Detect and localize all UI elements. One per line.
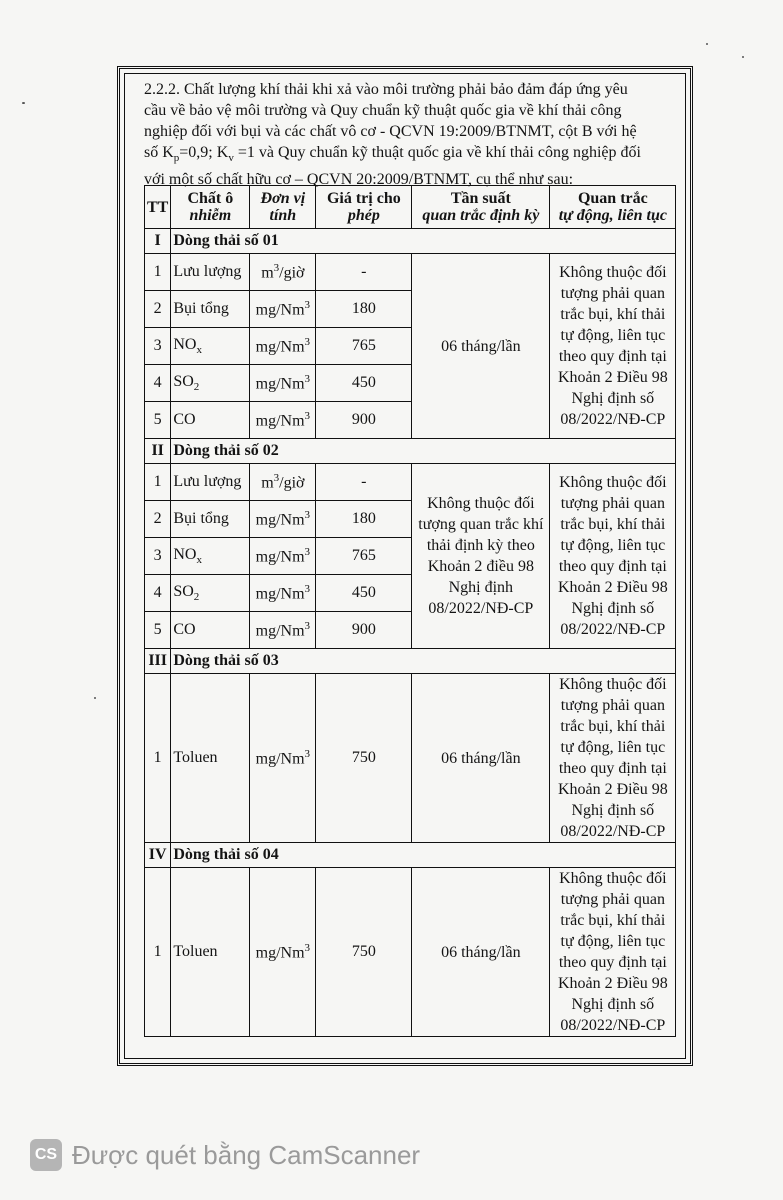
section-title: Dòng thải số 01 xyxy=(171,229,676,254)
camscanner-logo-icon: CS xyxy=(30,1139,62,1171)
limit-value: 450 xyxy=(316,575,412,612)
unit-cell: mg/Nm$^3$ xyxy=(250,612,316,649)
section-number: III xyxy=(145,649,171,674)
pollutant-name: CO xyxy=(171,402,250,439)
section-number: IV xyxy=(145,843,171,868)
limit-value: 450 xyxy=(316,365,412,402)
intro-paragraph xyxy=(144,79,684,190)
header-limit: Giá trị cho phép xyxy=(316,186,412,229)
limit-value: 765 xyxy=(316,538,412,575)
row-number: 4 xyxy=(145,575,171,612)
row-number: 3 xyxy=(145,538,171,575)
section-row xyxy=(145,649,676,674)
auto-monitoring-cell: Không thuộc đối tượng phải quan trắc bụi, khí thải tự động, liên tục theo quy định tại Khoản 2 Điều 98 Nghị định số 08/2022/NĐ-CP xyxy=(550,868,676,1037)
limit-value: 900 xyxy=(316,402,412,439)
pollutant-name: Bụi tổng xyxy=(171,291,250,328)
auto-monitoring-cell: Không thuộc đối tượng phải quan trắc bụi, khí thải tự động, liên tục theo quy định tại Khoản 2 Điều 98 Nghị định số 08/2022/NĐ-CP xyxy=(550,674,676,843)
pollutant-name: $NO_x$ xyxy=(171,538,250,575)
intro-line: cầu về bảo vệ môi trường và Quy chuẩn kỹ thuật quốc gia về khí thải công xyxy=(144,102,622,119)
limit-value: 750 xyxy=(316,868,412,1037)
section-title: Dòng thải số 04 xyxy=(171,843,676,868)
intro-line: nghiệp đối với bụi và các chất vô cơ - QCVN 19:2009/BTNMT, cột B với hệ xyxy=(144,123,637,140)
pollutant-name: Bụi tổng xyxy=(171,501,250,538)
header-tt: TT xyxy=(145,186,171,229)
unit-cell: mg/Nm$^3$ xyxy=(250,402,316,439)
scan-speck xyxy=(742,56,744,58)
unit-cell: mg/Nm$^3$ xyxy=(250,674,316,843)
header-unit: Đơn vị tính xyxy=(250,186,316,229)
pollutant-name: $NO_x$ xyxy=(171,328,250,365)
pollutant-name: CO xyxy=(171,612,250,649)
unit-cell: $m^3$/giờ xyxy=(250,254,316,291)
intro-line: với một số chất hữu cơ – QCVN 20:2009/BTNMT, cụ thể như sau: xyxy=(144,171,574,189)
unit-cell: $m^3$/giờ xyxy=(250,464,316,501)
auto-monitoring-cell: Không thuộc đối tượng phải quan trắc bụi, khí thải tự động, liên tục theo quy định tại Khoản 2 Điều 98 Nghị định số 08/2022/NĐ-CP xyxy=(550,464,676,649)
frequency-cell: 06 tháng/lần xyxy=(412,254,550,439)
unit-cell: mg/Nm$^3$ xyxy=(250,575,316,612)
section-row xyxy=(145,229,676,254)
row-number: 5 xyxy=(145,402,171,439)
pollutant-name: Toluen xyxy=(171,868,250,1037)
unit-cell: mg/Nm$^3$ xyxy=(250,291,316,328)
section-title: Dòng thải số 03 xyxy=(171,649,676,674)
camscanner-watermark xyxy=(30,1137,420,1173)
auto-monitoring-cell: Không thuộc đối tượng phải quan trắc bụi, khí thải tự động, liên tục theo quy định tại Khoản 2 Điều 98 Nghị định số 08/2022/NĐ-CP xyxy=(550,254,676,439)
intro-line: số $K_p=0,9$; $K_v =1$ và Quy chuẩn kỹ thuật quốc gia về khí thải công nghiệp đối xyxy=(144,144,641,165)
limit-value: 900 xyxy=(316,612,412,649)
header-pollutant: Chất ô nhiễm xyxy=(171,186,250,229)
watermark-text: Được quét bằng CamScanner xyxy=(72,1139,421,1170)
limit-value: 750 xyxy=(316,674,412,843)
row-number: 2 xyxy=(145,291,171,328)
section-number: I xyxy=(145,229,171,254)
table-row xyxy=(145,674,676,843)
pollutant-name: Lưu lượng xyxy=(171,254,250,291)
row-number: 1 xyxy=(145,464,171,501)
section-title: Dòng thải số 02 xyxy=(171,439,676,464)
row-number: 1 xyxy=(145,868,171,1037)
limit-value: 180 xyxy=(316,501,412,538)
limit-value: 765 xyxy=(316,328,412,365)
row-number: 2 xyxy=(145,501,171,538)
unit-cell: mg/Nm$^3$ xyxy=(250,868,316,1037)
unit-cell: mg/Nm$^3$ xyxy=(250,328,316,365)
pollutant-name: Toluen xyxy=(171,674,250,843)
scan-speck xyxy=(706,43,708,45)
table-row xyxy=(145,254,676,291)
table-header-row xyxy=(145,186,676,229)
frequency-cell: 06 tháng/lần xyxy=(412,868,550,1037)
row-number: 4 xyxy=(145,365,171,402)
row-number: 3 xyxy=(145,328,171,365)
emission-limits-table xyxy=(144,185,676,1037)
section-row xyxy=(145,439,676,464)
pollutant-name: $SO_2$ xyxy=(171,575,250,612)
unit-cell: mg/Nm$^3$ xyxy=(250,538,316,575)
unit-cell: mg/Nm$^3$ xyxy=(250,365,316,402)
section-row xyxy=(145,843,676,868)
row-number: 5 xyxy=(145,612,171,649)
pollutant-name: $SO_2$ xyxy=(171,365,250,402)
limit-value: - xyxy=(316,254,412,291)
section-number: II xyxy=(145,439,171,464)
scan-speck xyxy=(94,697,96,699)
document-page xyxy=(117,66,693,1066)
header-auto-monitoring: Quan trắc tự động, liên tục xyxy=(550,186,676,229)
unit-cell: mg/Nm$^3$ xyxy=(250,501,316,538)
pollutant-name: Lưu lượng xyxy=(171,464,250,501)
scan-speck xyxy=(22,102,25,104)
limit-value: 180 xyxy=(316,291,412,328)
row-number: 1 xyxy=(145,674,171,843)
table-row xyxy=(145,464,676,501)
limit-value: - xyxy=(316,464,412,501)
intro-line: 2.2.2. Chất lượng khí thải khi xả vào môi trường phải bảo đảm đáp ứng yêu xyxy=(144,81,628,98)
row-number: 1 xyxy=(145,254,171,291)
header-frequency: Tần suất quan trắc định kỳ xyxy=(412,186,550,229)
frequency-cell: Không thuộc đối tượng quan trắc khí thải định kỳ theo Khoản 2 điều 98 Nghị định 08/2022/NĐ-CP xyxy=(412,464,550,649)
table-row xyxy=(145,868,676,1037)
frequency-cell: 06 tháng/lần xyxy=(412,674,550,843)
